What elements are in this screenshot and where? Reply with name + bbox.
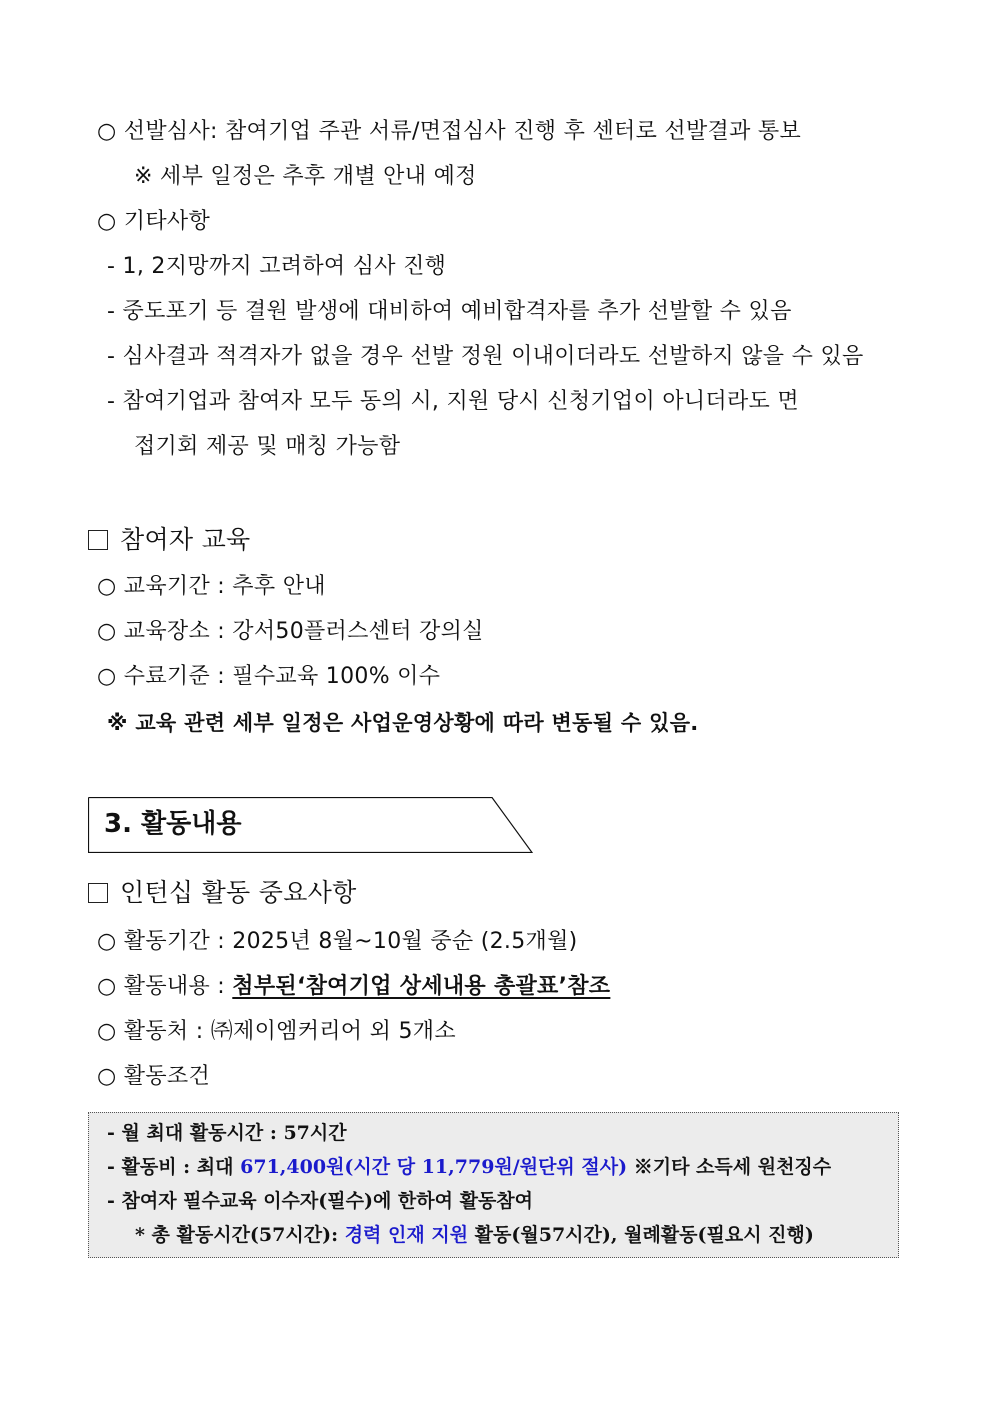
condition-pay-note: ※기타 소득세 원천징수 [627,1156,832,1178]
conditions-box [88,1112,899,1258]
activity-content [97,972,610,1002]
education-note: ※ 교육 관련 세부 일정은 사업운영상황에 따라 변동될 수 있음. [107,711,699,735]
etc-item: - 참여기업과 참여자 모두 동의 시, 지원 당시 신청기업이 아니더라도 면 [107,389,799,414]
condition-total-label: * 총 활동시간(57시간): [135,1224,345,1246]
checkbox-square-icon [88,530,108,550]
condition-total-hours [135,1222,814,1248]
activity-content-reference: 첨부된‘참여기업 상세내용 총괄표’참조 [232,974,611,999]
condition-max-hours: - 월 최대 활동시간 : 57시간 [107,1122,347,1144]
internship-title-text: 인턴십 활동 중요사항 [120,878,357,907]
checkbox-square-icon [88,883,108,903]
condition-total-program: 경력 인재 지원 [344,1224,469,1246]
condition-total-detail: 활동(월57시간), 월례활동(필요시 진행) [468,1224,814,1246]
etc-item: - 심사결과 적격자가 없을 경우 선발 정원 이내이더라도 선발하지 않을 수 있음 [107,344,864,369]
condition-pay [107,1154,831,1180]
activity-period: ○ 활동기간 : 2025년 8월~10월 중순 (2.5개월) [97,929,578,954]
education-title [88,524,251,556]
condition-education: - 참여자 필수교육 이수자(필수)에 한하여 활동참여 [107,1190,534,1212]
selection-review: ○ 선발심사: 참여기업 주관 서류/면접심사 진행 후 센터로 선발결과 통보 [97,119,802,144]
etc-item-continuation: 접기회 제공 및 매칭 가능함 [134,434,401,459]
education-period: ○ 교육기간 : 추후 안내 [97,574,326,599]
activity-content-label: ○ 활동내용 : [97,974,233,999]
activity-place: ○ 활동처 : ㈜제이엠커리어 외 5개소 [97,1019,456,1044]
internship-title [88,877,357,909]
education-place: ○ 교육장소 : 강서50플러스센터 강의실 [97,619,484,644]
section-heading-box [88,797,533,853]
education-criteria: ○ 수료기준 : 필수교육 100% 이수 [97,664,441,689]
activity-conditions-title: ○ 활동조건 [97,1064,210,1089]
selection-review-note: ※ 세부 일정은 추후 개별 안내 예정 [134,164,477,189]
condition-pay-label: - 활동비 : 최대 [107,1156,241,1178]
section-heading: 3. 활동내용 [104,809,242,839]
education-title-text: 참여자 교육 [120,525,251,554]
etc-item: - 1, 2지망까지 고려하여 심사 진행 [107,254,447,279]
etc-title: ○ 기타사항 [97,209,210,234]
etc-item: - 중도포기 등 결원 발생에 대비하여 예비합격자를 추가 선발할 수 있음 [107,299,792,324]
condition-pay-amount: 671,400원(시간 당 11,779원/원단위 절사) [240,1156,628,1178]
